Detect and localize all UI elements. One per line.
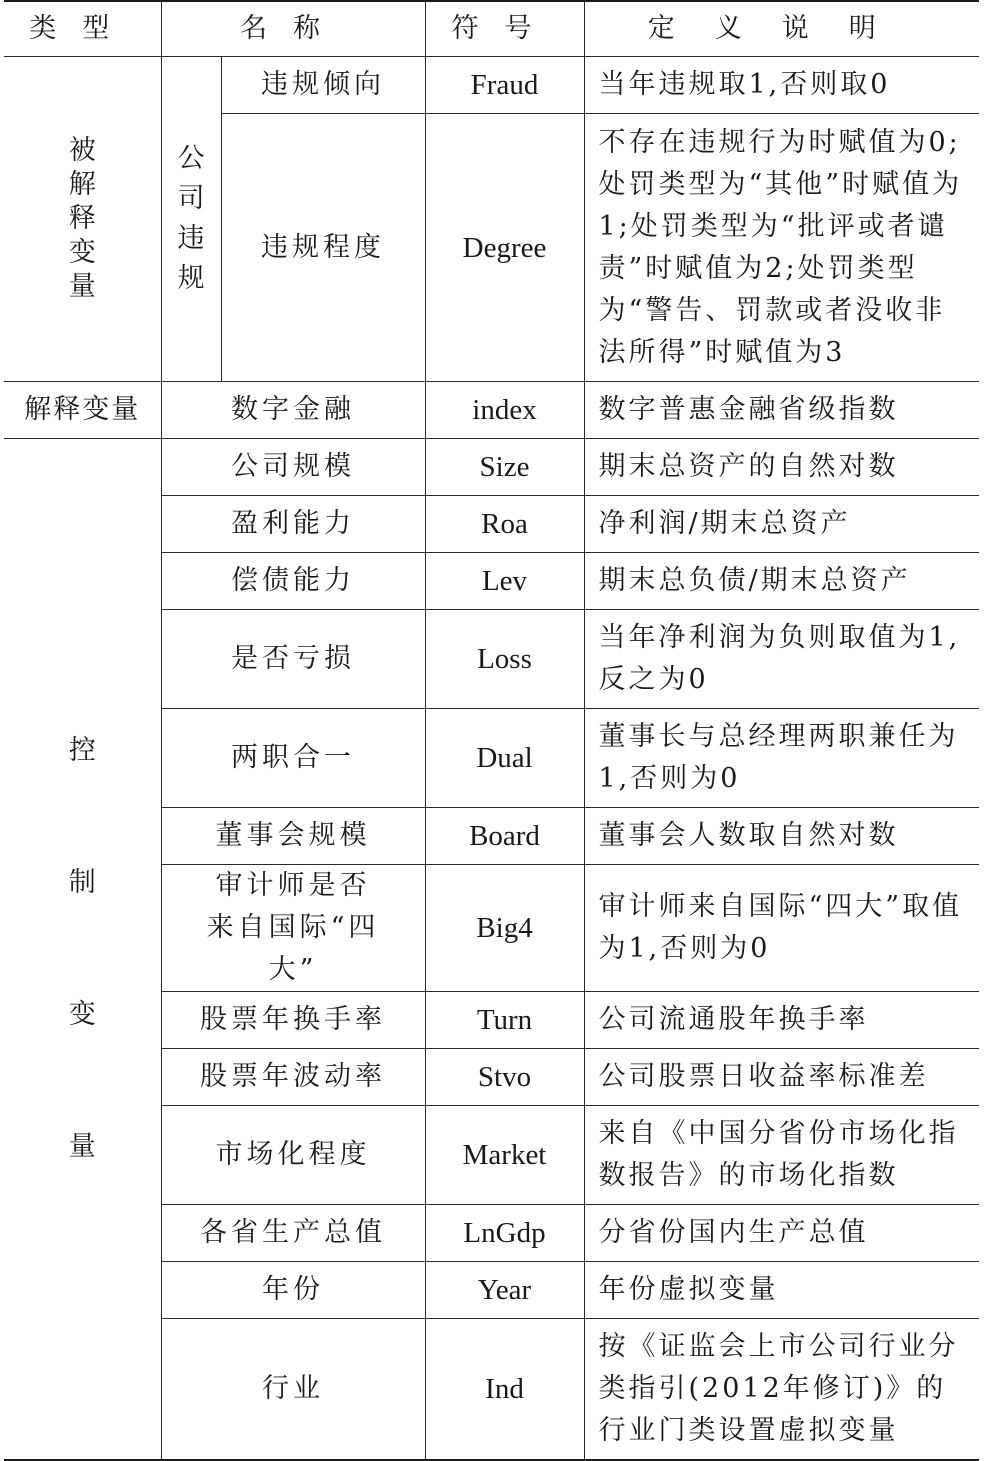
definition-roa: 净利润/期末总资产	[584, 496, 979, 553]
symbol-lngdp: LnGdp	[425, 1205, 584, 1262]
header-name: 名称	[161, 1, 425, 57]
name-lev: 偿债能力	[161, 553, 425, 610]
type-control	[4, 439, 161, 1460]
name-roa: 盈利能力	[161, 496, 425, 553]
definition-dual: 董事长与总经理两职兼任为1,否则为0	[584, 709, 979, 808]
symbol-market: Market	[425, 1106, 584, 1205]
definition-board: 董事会人数取自然对数	[584, 808, 979, 865]
definition-fraud: 当年违规取1,否则取0	[584, 57, 979, 114]
name-turn: 股票年换手率	[161, 992, 425, 1049]
symbol-year: Year	[425, 1262, 584, 1319]
definition-turn: 公司流通股年换手率	[584, 992, 979, 1049]
symbol-degree: Degree	[425, 114, 584, 382]
name-fraud: 违规倾向	[221, 57, 425, 114]
name-lngdp: 各省生产总值	[161, 1205, 425, 1262]
symbol-dual: Dual	[425, 709, 584, 808]
symbol-stvo: Stvo	[425, 1049, 584, 1106]
table-row-fraud	[4, 57, 979, 114]
symbol-board: Board	[425, 808, 584, 865]
name-board: 董事会规模	[161, 808, 425, 865]
definition-year: 年份虚拟变量	[584, 1262, 979, 1319]
name-dual: 两职合一	[161, 709, 425, 808]
definition-ind: 按《证监会上市公司行业分类指引(2012年修订)》的行业门类设置虚拟变量	[584, 1319, 979, 1460]
name-big4: 审计师是否来自国际“四大”	[161, 865, 425, 992]
symbol-turn: Turn	[425, 992, 584, 1049]
company-violation-group	[161, 57, 221, 382]
name-size: 公司规模	[161, 439, 425, 496]
definition-big4: 审计师来自国际“四大”取值为1,否则为0	[584, 865, 979, 992]
header-type: 类型	[4, 1, 161, 57]
name-loss: 是否亏损	[161, 610, 425, 709]
symbol-index: index	[425, 382, 584, 439]
header-symbol: 符号	[425, 1, 584, 57]
symbol-ind: Ind	[425, 1319, 584, 1460]
header-definition: 定义说明	[584, 1, 979, 57]
definition-lev: 期末总负债/期末总资产	[584, 553, 979, 610]
variable-definition-table	[4, 0, 979, 1461]
definition-size: 期末总资产的自然对数	[584, 439, 979, 496]
definition-lngdp: 分省份国内生产总值	[584, 1205, 979, 1262]
symbol-size: Size	[425, 439, 584, 496]
definition-loss: 当年净利润为负则取值为1,反之为0	[584, 610, 979, 709]
name-index: 数字金融	[161, 382, 425, 439]
symbol-lev: Lev	[425, 553, 584, 610]
type-dependent	[4, 57, 161, 382]
type-dependent-label: 被解释变量	[68, 135, 96, 302]
name-stvo: 股票年波动率	[161, 1049, 425, 1106]
symbol-big4: Big4	[425, 865, 584, 992]
type-control-label: 控制变量	[68, 734, 96, 1162]
name-market: 市场化程度	[161, 1106, 425, 1205]
table-row-index	[4, 382, 979, 439]
name-ind: 行业	[161, 1319, 425, 1460]
header-row	[4, 1, 979, 57]
name-degree: 违规程度	[221, 114, 425, 382]
symbol-loss: Loss	[425, 610, 584, 709]
definition-stvo: 公司股票日收益率标准差	[584, 1049, 979, 1106]
table-row-size	[4, 439, 979, 496]
definition-market: 来自《中国分省份市场化指数报告》的市场化指数	[584, 1106, 979, 1205]
name-year: 年份	[161, 1262, 425, 1319]
company-violation-label: 公司违规	[177, 143, 205, 294]
symbol-fraud: Fraud	[425, 57, 584, 114]
type-explanatory: 解释变量	[4, 382, 161, 439]
symbol-roa: Roa	[425, 496, 584, 553]
definition-index: 数字普惠金融省级指数	[584, 382, 979, 439]
definition-degree: 不存在违规行为时赋值为0;处罚类型为“其他”时赋值为1;处罚类型为“批评或者谴责”时赋值为2;处罚类型为“警告、罚款或者没收非法所得”时赋值为3	[584, 114, 979, 382]
